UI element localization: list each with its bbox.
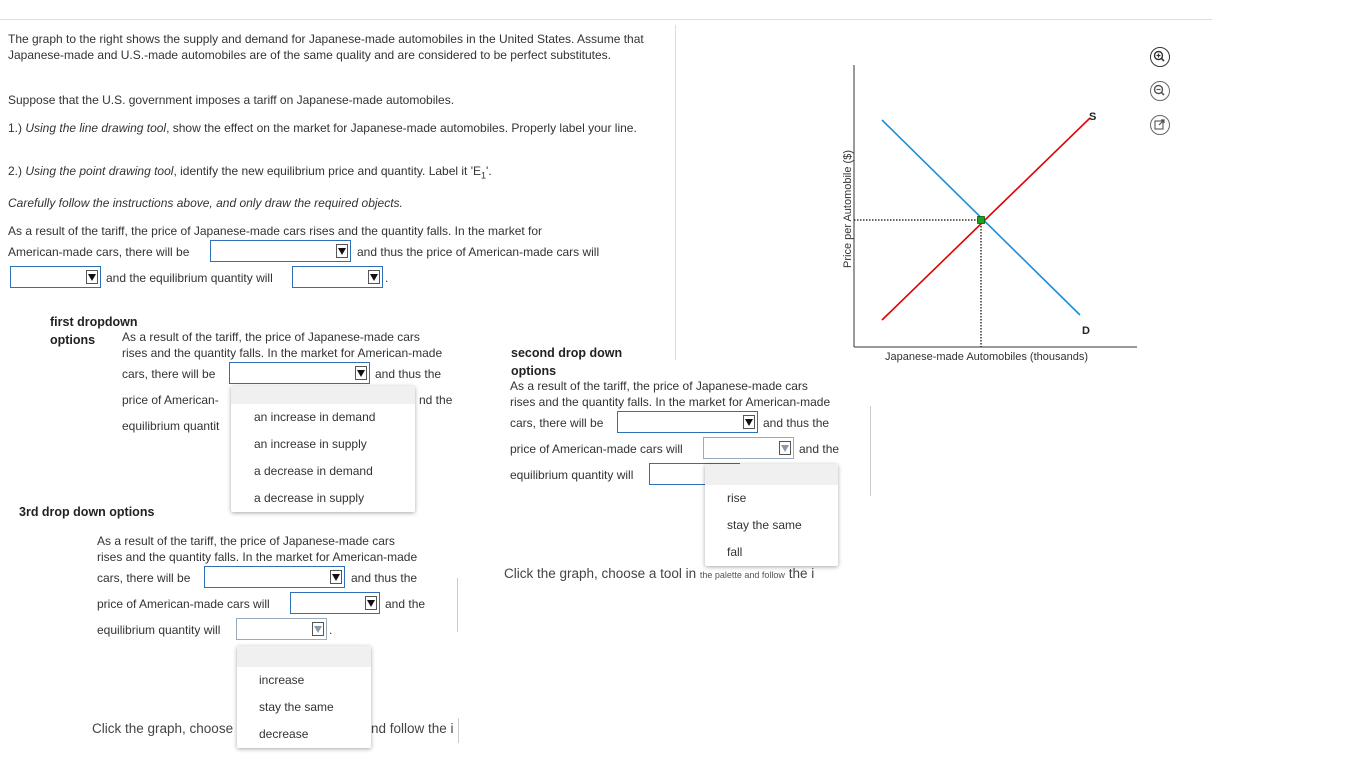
click-hint-obscured: the palette and follow [699, 570, 785, 580]
step-2-tool: Using the point drawing tool [25, 164, 174, 178]
period: . [385, 271, 389, 285]
tariff-statement: Suppose that the U.S. government imposes a tariff on Japanese-made automobiles. [8, 93, 455, 107]
snippet1-line1: As a result of the tariff, the price of Japanese-made cars [122, 330, 420, 344]
menu-blank-option[interactable] [231, 386, 415, 404]
snippet2-line3b: and thus the [763, 416, 830, 430]
chevron-down-icon [336, 244, 348, 258]
option-increase-supply[interactable]: an increase in supply [254, 437, 367, 451]
snippet2-line4b: and the [799, 442, 840, 456]
step-2-number: 2.) [8, 164, 26, 178]
x-axis-label: Japanese-made Automobiles (thousands) [885, 351, 1089, 363]
chevron-down-icon [86, 270, 98, 284]
chevron-down-icon [312, 622, 324, 636]
step-1 [8, 120, 672, 136]
chevron-down-icon [368, 270, 380, 284]
snippet3-dropdown-1[interactable] [204, 566, 345, 588]
snippet3-border-lower [458, 718, 459, 743]
quantity-menu [237, 646, 371, 748]
menu-blank-option[interactable] [237, 646, 371, 667]
snippet3-dropdown-3[interactable] [236, 618, 327, 640]
option-rise[interactable]: rise [727, 491, 747, 505]
snippet2-line3a: cars, there will be [510, 416, 604, 430]
step-1-number: 1.) [8, 121, 26, 135]
supply-demand-graph[interactable] [830, 55, 1150, 370]
tariff-result-line3: and the equilibrium quantity will [106, 271, 273, 285]
second-dropdown-label-2: options [511, 364, 557, 378]
option-stay-the-same[interactable]: stay the same [727, 518, 802, 532]
snippet2-line5: equilibrium quantity will [510, 468, 634, 482]
option-fall[interactable]: fall [727, 545, 743, 559]
snippet2-dropdown-2[interactable] [703, 437, 794, 459]
third-dropdown-label: 3rd drop down options [19, 505, 155, 519]
main-dropdown-3[interactable] [292, 266, 383, 288]
snippet3-line3a: cars, there will be [97, 571, 191, 585]
option-decrease-demand[interactable]: a decrease in demand [254, 464, 373, 478]
snippet1-dropdown-1[interactable] [229, 362, 370, 384]
main-dropdown-2[interactable] [10, 266, 101, 288]
snippet3-line2: rises and the quantity falls. In the market for American-made [97, 550, 418, 564]
snippet3-line1: As a result of the tariff, the price of Japanese-made cars [97, 534, 395, 548]
popout-icon[interactable] [1150, 115, 1170, 135]
option-increase[interactable]: increase [259, 673, 305, 687]
step-1-text: , show the effect on the market for Japanese-made automobiles. Properly label your line. [166, 121, 637, 135]
zoom-out-icon[interactable] [1150, 81, 1170, 101]
option-increase-demand[interactable]: an increase in demand [254, 410, 376, 424]
snippet3-period: . [329, 623, 333, 637]
price-menu [705, 464, 838, 566]
top-divider [0, 19, 1212, 20]
first-dropdown-label-1: first dropdown [50, 315, 138, 329]
main-dropdown-1[interactable] [210, 240, 351, 262]
chevron-down-icon [330, 570, 342, 584]
click-hint-end: the i [784, 566, 815, 581]
demand-label: D [1082, 325, 1090, 337]
second-dropdown-label-1: second drop down [511, 346, 623, 360]
menu-blank-option[interactable] [705, 464, 838, 485]
click-hint-left-end: nd follow the i [371, 721, 454, 736]
option-stay-the-same[interactable]: stay the same [259, 700, 334, 714]
chevron-down-icon [743, 415, 755, 429]
snippet1-line3a: cars, there will be [122, 367, 216, 381]
y-axis-label: Price per Automobile ($) [842, 150, 854, 268]
intro-paragraph: The graph to the right shows the supply and demand for Japanese-made automobiles in the United States. Assume that Japanese-made and U.S.-made automobiles are of the same quality and are considered to be perfect substitutes. [8, 32, 644, 62]
snippet2-border [870, 406, 871, 496]
instructions-note: Carefully follow the instructions above, and only draw the required objects. [8, 196, 403, 210]
click-hint-start: Click the graph, choose a tool in [504, 566, 700, 581]
tariff-result-line2b: and thus the price of American-made cars will [357, 245, 600, 259]
panel-divider [675, 25, 676, 360]
snippet3-dropdown-2[interactable] [290, 592, 380, 614]
step-2-text: , identify the new equilibrium price and quantity. Label it 'E [173, 164, 482, 178]
supply-curve[interactable] [882, 118, 1090, 320]
snippet3-line4b: and the [385, 597, 426, 611]
snippet1-line5: equilibrium quantit [122, 419, 220, 433]
zoom-in-icon[interactable] [1150, 47, 1170, 67]
snippet2-dropdown-1[interactable] [617, 411, 758, 433]
snippet1-line4b: nd the [419, 393, 453, 407]
chevron-down-icon [365, 596, 377, 610]
step-2 [8, 163, 672, 183]
demand-supply-menu [231, 386, 415, 512]
snippet2-line4a: price of American-made cars will [510, 442, 683, 456]
step-2-end: '. [486, 164, 492, 178]
snippet1-line3b: and thus the [375, 367, 442, 381]
step-2-subscript: 1 [481, 170, 487, 181]
tariff-result-line1: As a result of the tariff, the price of Japanese-made cars rises and the quantity falls. In the market for [8, 224, 543, 238]
chevron-down-icon [779, 441, 791, 455]
click-hint-left-start: Click the graph, choose [92, 721, 234, 736]
snippet3-line4a: price of American-made cars will [97, 597, 270, 611]
click-hint-right [504, 566, 814, 581]
snippet2-line2: rises and the quantity falls. In the market for American-made [510, 395, 831, 409]
snippet3-line5: equilibrium quantity will [97, 623, 221, 637]
tariff-result-line2a: American-made cars, there will be [8, 245, 190, 259]
option-decrease-supply[interactable]: a decrease in supply [254, 491, 365, 505]
snippet3-border [457, 578, 458, 632]
option-decrease[interactable]: decrease [259, 727, 309, 741]
snippet1-line4a: price of American- [122, 393, 219, 407]
snippet1-line2: rises and the quantity falls. In the market for American-made [122, 346, 443, 360]
snippet2-line1: As a result of the tariff, the price of Japanese-made cars [510, 379, 808, 393]
snippet3-line3b: and thus the [351, 571, 418, 585]
supply-label: S [1089, 111, 1097, 123]
equilibrium-point[interactable] [978, 217, 985, 224]
chevron-down-icon [355, 366, 367, 380]
step-1-tool: Using the line drawing tool [25, 121, 167, 135]
first-dropdown-label-2: options [50, 333, 96, 347]
